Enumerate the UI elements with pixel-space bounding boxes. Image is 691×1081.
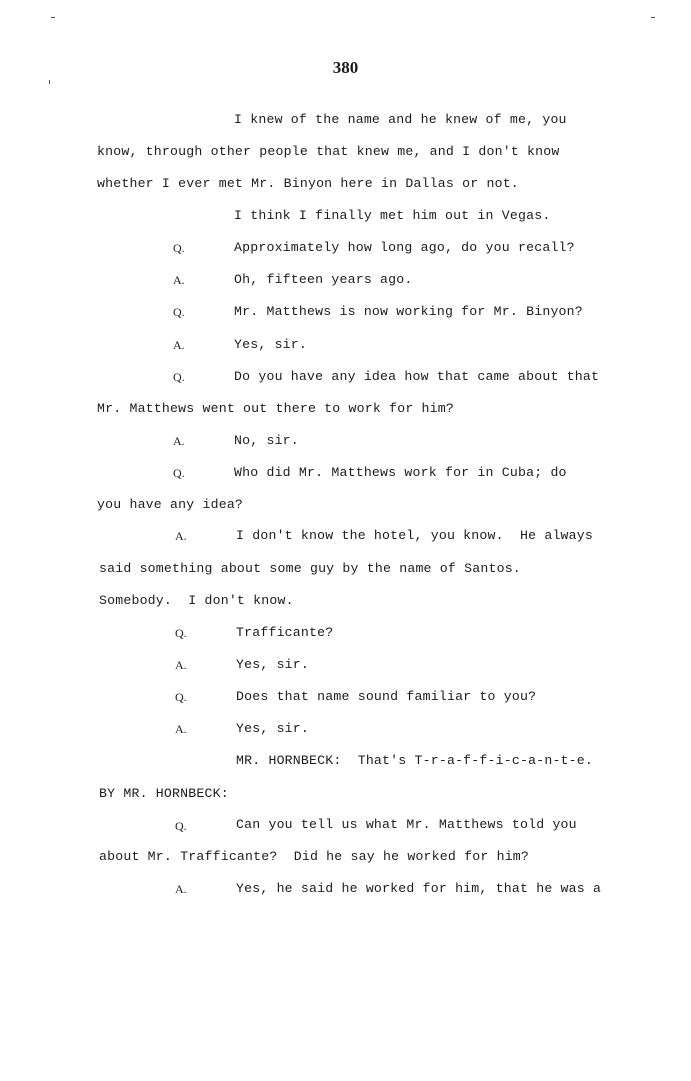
transcript-line: Does that name sound familiar to you? (236, 689, 537, 704)
transcript-line: Mr. Matthews went out there to work for him? (97, 401, 455, 416)
scan-mark-left (49, 80, 50, 84)
transcript-line: Do you have any idea how that came about that (234, 369, 600, 384)
transcript-line: Yes, sir. (234, 337, 308, 352)
transcript-line: I think I finally met him out in Vegas. (234, 208, 551, 223)
transcript-line: you have any idea? (97, 497, 244, 512)
transcript-line: BY MR. HORNBECK: (99, 786, 229, 801)
answer-marker: A. (175, 529, 187, 543)
question-marker: Q. (175, 819, 187, 833)
transcript-line: Who did Mr. Matthews work for in Cuba; do (234, 465, 567, 480)
transcript-line: No, sir. (234, 433, 299, 448)
question-marker: Q. (173, 466, 185, 480)
transcript-line: Oh, fifteen years ago. (234, 272, 413, 287)
transcript-line: Trafficante? (236, 625, 334, 640)
answer-marker: A. (175, 658, 187, 672)
answer-marker: A. (175, 722, 187, 736)
transcript-line: Somebody. I don't know. (99, 593, 294, 608)
scan-mark-top-left (51, 17, 55, 18)
answer-marker: A. (173, 273, 185, 287)
question-marker: Q. (175, 690, 187, 704)
answer-marker: A. (175, 882, 187, 896)
transcript-line: about Mr. Trafficante? Did he say he worked for him? (99, 849, 530, 864)
question-marker: Q. (175, 626, 187, 640)
transcript-line: said something about some guy by the name of Santos. (99, 561, 521, 576)
transcript-line: Yes, sir. (236, 657, 310, 672)
transcript-line: Yes, sir. (236, 721, 310, 736)
transcript-line: I knew of the name and he knew of me, you (234, 112, 567, 127)
transcript-line: Mr. Matthews is now working for Mr. Binyon? (234, 304, 583, 319)
page-number: 380 (332, 58, 359, 77)
scan-mark-top-right (651, 17, 655, 18)
transcript-line: know, through other people that knew me, and I don't know (97, 144, 560, 159)
transcript-line: I don't know the hotel, you know. He always (236, 528, 594, 543)
transcript-line: Can you tell us what Mr. Matthews told you (236, 817, 577, 832)
answer-marker: A. (173, 434, 185, 448)
question-marker: Q. (173, 241, 185, 255)
transcript-line: Yes, he said he worked for him, that he was a (236, 881, 602, 896)
transcript-line: Approximately how long ago, do you recall? (234, 240, 575, 255)
transcript-line: MR. HORNBECK: That's T-r-a-f-f-i-c-a-n-t-e. (236, 753, 594, 768)
transcript-line: whether I ever met Mr. Binyon here in Dallas or not. (97, 176, 519, 191)
question-marker: Q. (173, 305, 185, 319)
question-marker: Q. (173, 370, 185, 384)
answer-marker: A. (173, 338, 185, 352)
